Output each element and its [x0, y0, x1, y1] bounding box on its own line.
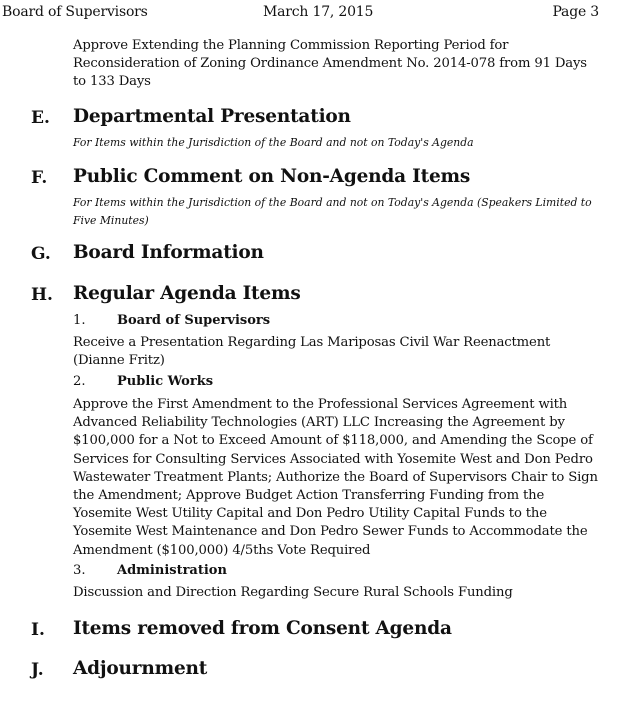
- section-f-title: Public Comment on Non-Agenda Items: [73, 166, 471, 187]
- item-1-number: 1.: [73, 313, 86, 328]
- section-f-letter: F.: [31, 168, 48, 188]
- section-h-letter: H.: [31, 285, 53, 305]
- section-i-letter: I.: [31, 620, 45, 640]
- section-g-title: Board Information: [73, 242, 264, 263]
- item-2-number: 2.: [73, 374, 86, 389]
- header-board-name: Board of Supervisors: [2, 4, 148, 20]
- item-2-text: Approve the First Amendment to the Professional Services Agreement with Advanced Reliability Technologies (ART) LLC Increasing the Agreement by $100,000 for a Not to Exceed Amount of $118,000, and Amending the Scope of Services for Consulting Services Associated with Yosemite West and Don Pedro Wastewater Treatment Plants; Authorize the Board of Supervisors Chair to Sign the Amendment; Approve Budget Action Transferring Funding from the Yosemite West Utility Capital and Don Pedro Utility Capital Funds to the Yosemite West Maintenance and Don Pedro Sewer Funds to Accommodate the Amendment ($100,000) 4/5ths Vote Required: [73, 397, 598, 558]
- section-e-note: For Items within the Jurisdiction of the Board and not on Today's Agenda: [73, 136, 474, 149]
- section-g-letter: G.: [31, 244, 51, 264]
- item-3-number: 3.: [73, 563, 86, 578]
- page-header: [0, 4, 620, 24]
- header-date: March 17, 2015: [263, 4, 374, 20]
- item-1-title: Board of Supervisors: [117, 313, 271, 328]
- item-1-text: Receive a Presentation Regarding Las Mariposas Civil War Reenactment (Dianne Fritz): [73, 335, 551, 369]
- item-2-title: Public Works: [117, 374, 214, 389]
- item-3-text: Discussion and Direction Regarding Secure Rural Schools Funding: [73, 585, 513, 600]
- item-3-title: Administration: [117, 563, 227, 578]
- header-page-number: Page 3: [552, 4, 599, 20]
- section-j-letter: J.: [31, 660, 44, 680]
- section-h-title: Regular Agenda Items: [73, 283, 301, 304]
- section-e-title: Departmental Presentation: [73, 106, 351, 127]
- section-j-title: Adjournment: [73, 658, 208, 679]
- section-e-letter: E.: [31, 108, 50, 128]
- section-f-note: For Items within the Jurisdiction of the Board and not on Today's Agenda (Speakers Limited to Five Minutes): [73, 196, 592, 227]
- section-i-title: Items removed from Consent Agenda: [73, 618, 452, 639]
- intro-paragraph: Approve Extending the Planning Commission Reporting Period for Reconsideration of Zoning Ordinance Amendment No. 2014-078 from 91 Days to 133 Days: [73, 38, 587, 90]
